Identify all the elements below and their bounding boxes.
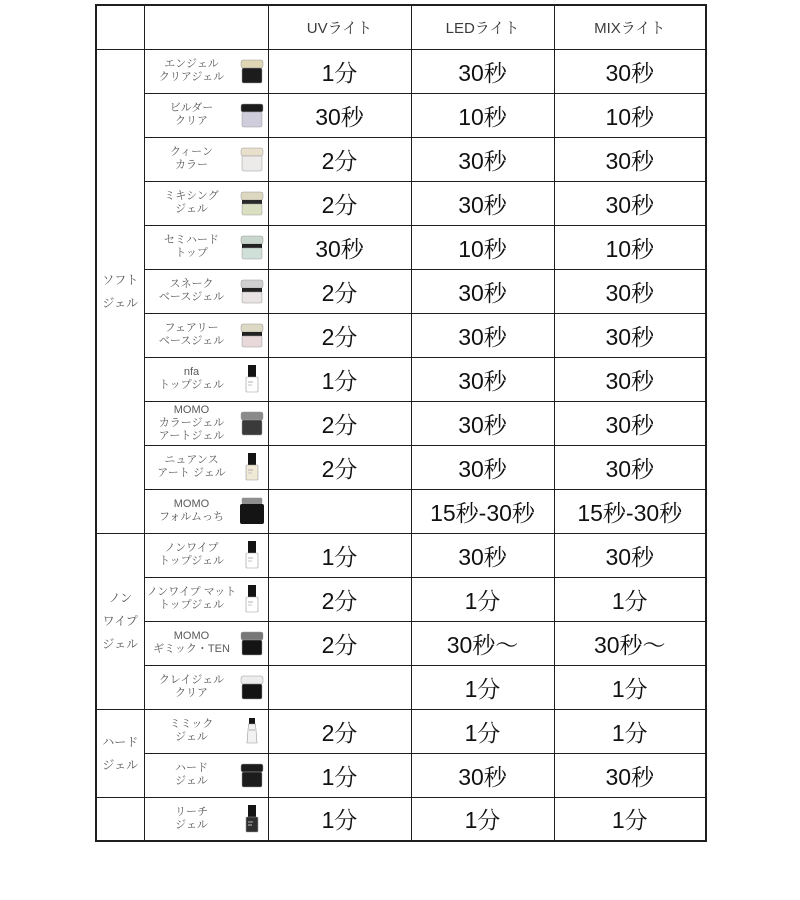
table-row [96,269,706,313]
led-time-cell: 30秒 [411,533,554,577]
product-name-line: アート ジェル [157,467,226,479]
uv-time-cell: 1分 [268,533,411,577]
mix-time-cell: 30秒 [554,181,706,225]
led-time-cell: 1分 [411,577,554,621]
product-name-line: ノンワイプ [164,542,219,554]
mix-time-cell: 1分 [554,709,706,753]
mix-time-cell: 30秒 [554,269,706,313]
mix-time-cell: 30秒～ [554,621,706,665]
product-name-line: MOMO [173,403,210,416]
product-cell [144,93,268,137]
product-name-line: カラー [175,159,208,171]
product-name-line: トップ [175,247,208,259]
product-name-line: フォルムっち [158,511,225,523]
product-name-line: ミキシング [164,190,219,202]
table-row [96,577,706,621]
category-label: ノン [108,591,133,605]
product-name-line: クリア [175,687,208,699]
uv-time-cell: 2分 [268,445,411,489]
table-row [96,357,706,401]
product-bottle-icon [238,584,266,614]
led-time-cell: 30秒 [411,357,554,401]
header-product-cell [144,5,268,49]
product-name-line: ジェル [175,818,208,831]
category-label: ハード [102,734,139,749]
uv-time-cell: 2分 [268,313,411,357]
uv-time-cell: 2分 [268,709,411,753]
product-name-line: アートジェル [158,429,225,442]
product-cell [144,49,268,93]
mix-time-cell: 30秒 [554,401,706,445]
uv-time-cell: 30秒 [268,225,411,269]
product-jar-icon [238,628,266,658]
uv-time-cell [268,489,411,533]
table-row [96,49,706,93]
table-row [96,533,706,577]
product-name [147,190,237,216]
product-name-line: クレイジェル [158,674,225,686]
category-cell [96,49,144,533]
uv-time-cell: 2分 [268,181,411,225]
product-bottle-icon [238,452,266,482]
product-cell [144,709,268,753]
product-cell [144,181,268,225]
product-name [147,498,237,524]
led-time-cell: 30秒 [411,49,554,93]
product-jar-icon [238,188,266,218]
product-name-line: ミミック [169,718,214,730]
product-name-line: クリアジェル [158,71,225,83]
led-time-cell: 30秒 [411,445,554,489]
product-name [147,542,237,568]
mix-time-cell: 15秒-30秒 [554,489,706,533]
led-time-cell: 1分 [411,709,554,753]
product-name-line: ハード [175,762,208,774]
led-time-cell: 10秒 [411,225,554,269]
header-uv-light: UVライト [268,5,411,49]
product-cell [144,137,268,181]
product-name [147,102,237,128]
product-cell [144,797,268,841]
table-row [96,665,706,709]
product-name-line: クリア [175,115,208,127]
product-name-line: スネーク [169,278,214,290]
uv-time-cell: 2分 [268,137,411,181]
led-time-cell: 30秒～ [411,621,554,665]
product-name [147,806,237,832]
table-row [96,489,706,533]
mix-time-cell: 10秒 [554,93,706,137]
uv-time-cell: 2分 [268,621,411,665]
uv-time-cell: 2分 [268,577,411,621]
product-name [147,366,237,392]
uv-time-cell: 1分 [268,357,411,401]
product-cell [144,533,268,577]
mix-time-cell: 1分 [554,797,706,841]
category-label: ジェル [102,637,139,651]
table-row [96,93,706,137]
product-jar-icon [238,100,266,130]
product-cell [144,445,268,489]
product-name-line: ノンワイプ マット [146,586,237,598]
product-name-line: ニュアンス [164,454,219,466]
product-name [147,404,237,443]
led-time-cell: 1分 [411,797,554,841]
product-name-line: リーチ [175,805,208,818]
uv-time-cell: 2分 [268,401,411,445]
product-name-line: トップジェル [158,379,224,391]
mix-time-cell: 30秒 [554,313,706,357]
product-cell [144,357,268,401]
product-name-line: トップジェル [158,599,224,611]
product-name-line: ギミック・TEN [153,643,230,655]
product-cell [144,489,268,533]
header-led-light: LEDライト [411,5,554,49]
product-name-line: ジェル [175,203,208,215]
uv-time-cell: 2分 [268,269,411,313]
product-name-line: クィーン [170,146,213,158]
table-row [96,181,706,225]
uv-time-cell: 1分 [268,797,411,841]
table-row [96,621,706,665]
product-name-line: エンジェル [164,58,219,70]
product-jar-icon [238,760,266,790]
product-bottle-icon [238,364,266,394]
product-name-line: MOMO [173,630,210,642]
product-jar-icon [238,232,266,262]
product-cell [144,665,268,709]
product-jar-icon [238,320,266,350]
product-name-line: カラージェル [158,416,225,429]
product-name-line: トップジェル [158,555,224,567]
table-row [96,225,706,269]
mix-time-cell: 30秒 [554,137,706,181]
product-name [147,278,237,304]
header-row [96,5,706,49]
mix-time-cell: 1分 [554,665,706,709]
product-bottle-icon [238,540,266,570]
led-time-cell: 1分 [411,665,554,709]
product-name [147,718,237,744]
product-tube-icon [238,716,266,746]
mix-time-cell: 10秒 [554,225,706,269]
category-label: ワイプ [102,614,138,628]
mix-time-cell: 1分 [554,577,706,621]
led-time-cell: 30秒 [411,269,554,313]
product-name [147,58,237,84]
led-time-cell: 10秒 [411,93,554,137]
table-row [96,137,706,181]
product-cell [144,753,268,797]
product-jar-icon [238,672,266,702]
product-name [147,146,237,172]
product-name [147,762,237,788]
product-cell [144,225,268,269]
led-time-cell: 30秒 [411,401,554,445]
table-row [96,753,706,797]
product-name-line: MOMO [173,498,210,510]
product-jar-icon [238,408,266,438]
product-jar-icon [238,276,266,306]
table-body [96,49,706,841]
product-name-line: nfa [183,366,200,378]
product-name [147,454,237,480]
uv-time-cell [268,665,411,709]
mix-time-cell: 30秒 [554,445,706,489]
table-row [96,445,706,489]
curing-time-table [95,4,707,842]
product-name [147,630,237,656]
product-name-line: ベースジェル [158,291,225,303]
product-name-line: ビルダー [169,102,214,114]
category-label: ソフト [102,272,139,287]
mix-time-cell: 30秒 [554,357,706,401]
product-name [147,674,237,700]
uv-time-cell: 1分 [268,49,411,93]
product-cell [144,269,268,313]
category-cell [96,709,144,797]
led-time-cell: 30秒 [411,313,554,357]
product-name-line: フェアリー [164,322,219,334]
product-jar-icon [238,144,266,174]
uv-time-cell: 1分 [268,753,411,797]
mix-time-cell: 30秒 [554,49,706,93]
product-name [147,234,237,260]
product-cell [144,621,268,665]
table-row [96,797,706,841]
led-time-cell: 15秒-30秒 [411,489,554,533]
header-mix-light: MIXライト [554,5,706,49]
product-name-line: ジェル [175,775,208,787]
table-row [96,709,706,753]
mix-time-cell: 30秒 [554,753,706,797]
header-category-cell [96,5,144,49]
product-cell [144,313,268,357]
category-label: ジェル [102,295,139,310]
led-time-cell: 30秒 [411,137,554,181]
product-cell [144,401,268,445]
led-time-cell: 30秒 [411,753,554,797]
category-label: ジェル [102,757,139,772]
product-cell [144,577,268,621]
category-cell [96,533,144,709]
product-jar-icon [238,56,266,86]
product-name [147,586,237,612]
table-row [96,401,706,445]
table-row [96,313,706,357]
product-name-line: セミハード [164,234,219,246]
product-name [147,322,237,348]
product-bottle-icon [238,804,266,834]
uv-time-cell: 30秒 [268,93,411,137]
category-cell [96,797,144,841]
product-name-line: ジェル [175,731,208,743]
product-jar-large-icon [238,496,266,526]
mix-time-cell: 30秒 [554,533,706,577]
product-name-line: ベースジェル [158,335,225,347]
led-time-cell: 30秒 [411,181,554,225]
